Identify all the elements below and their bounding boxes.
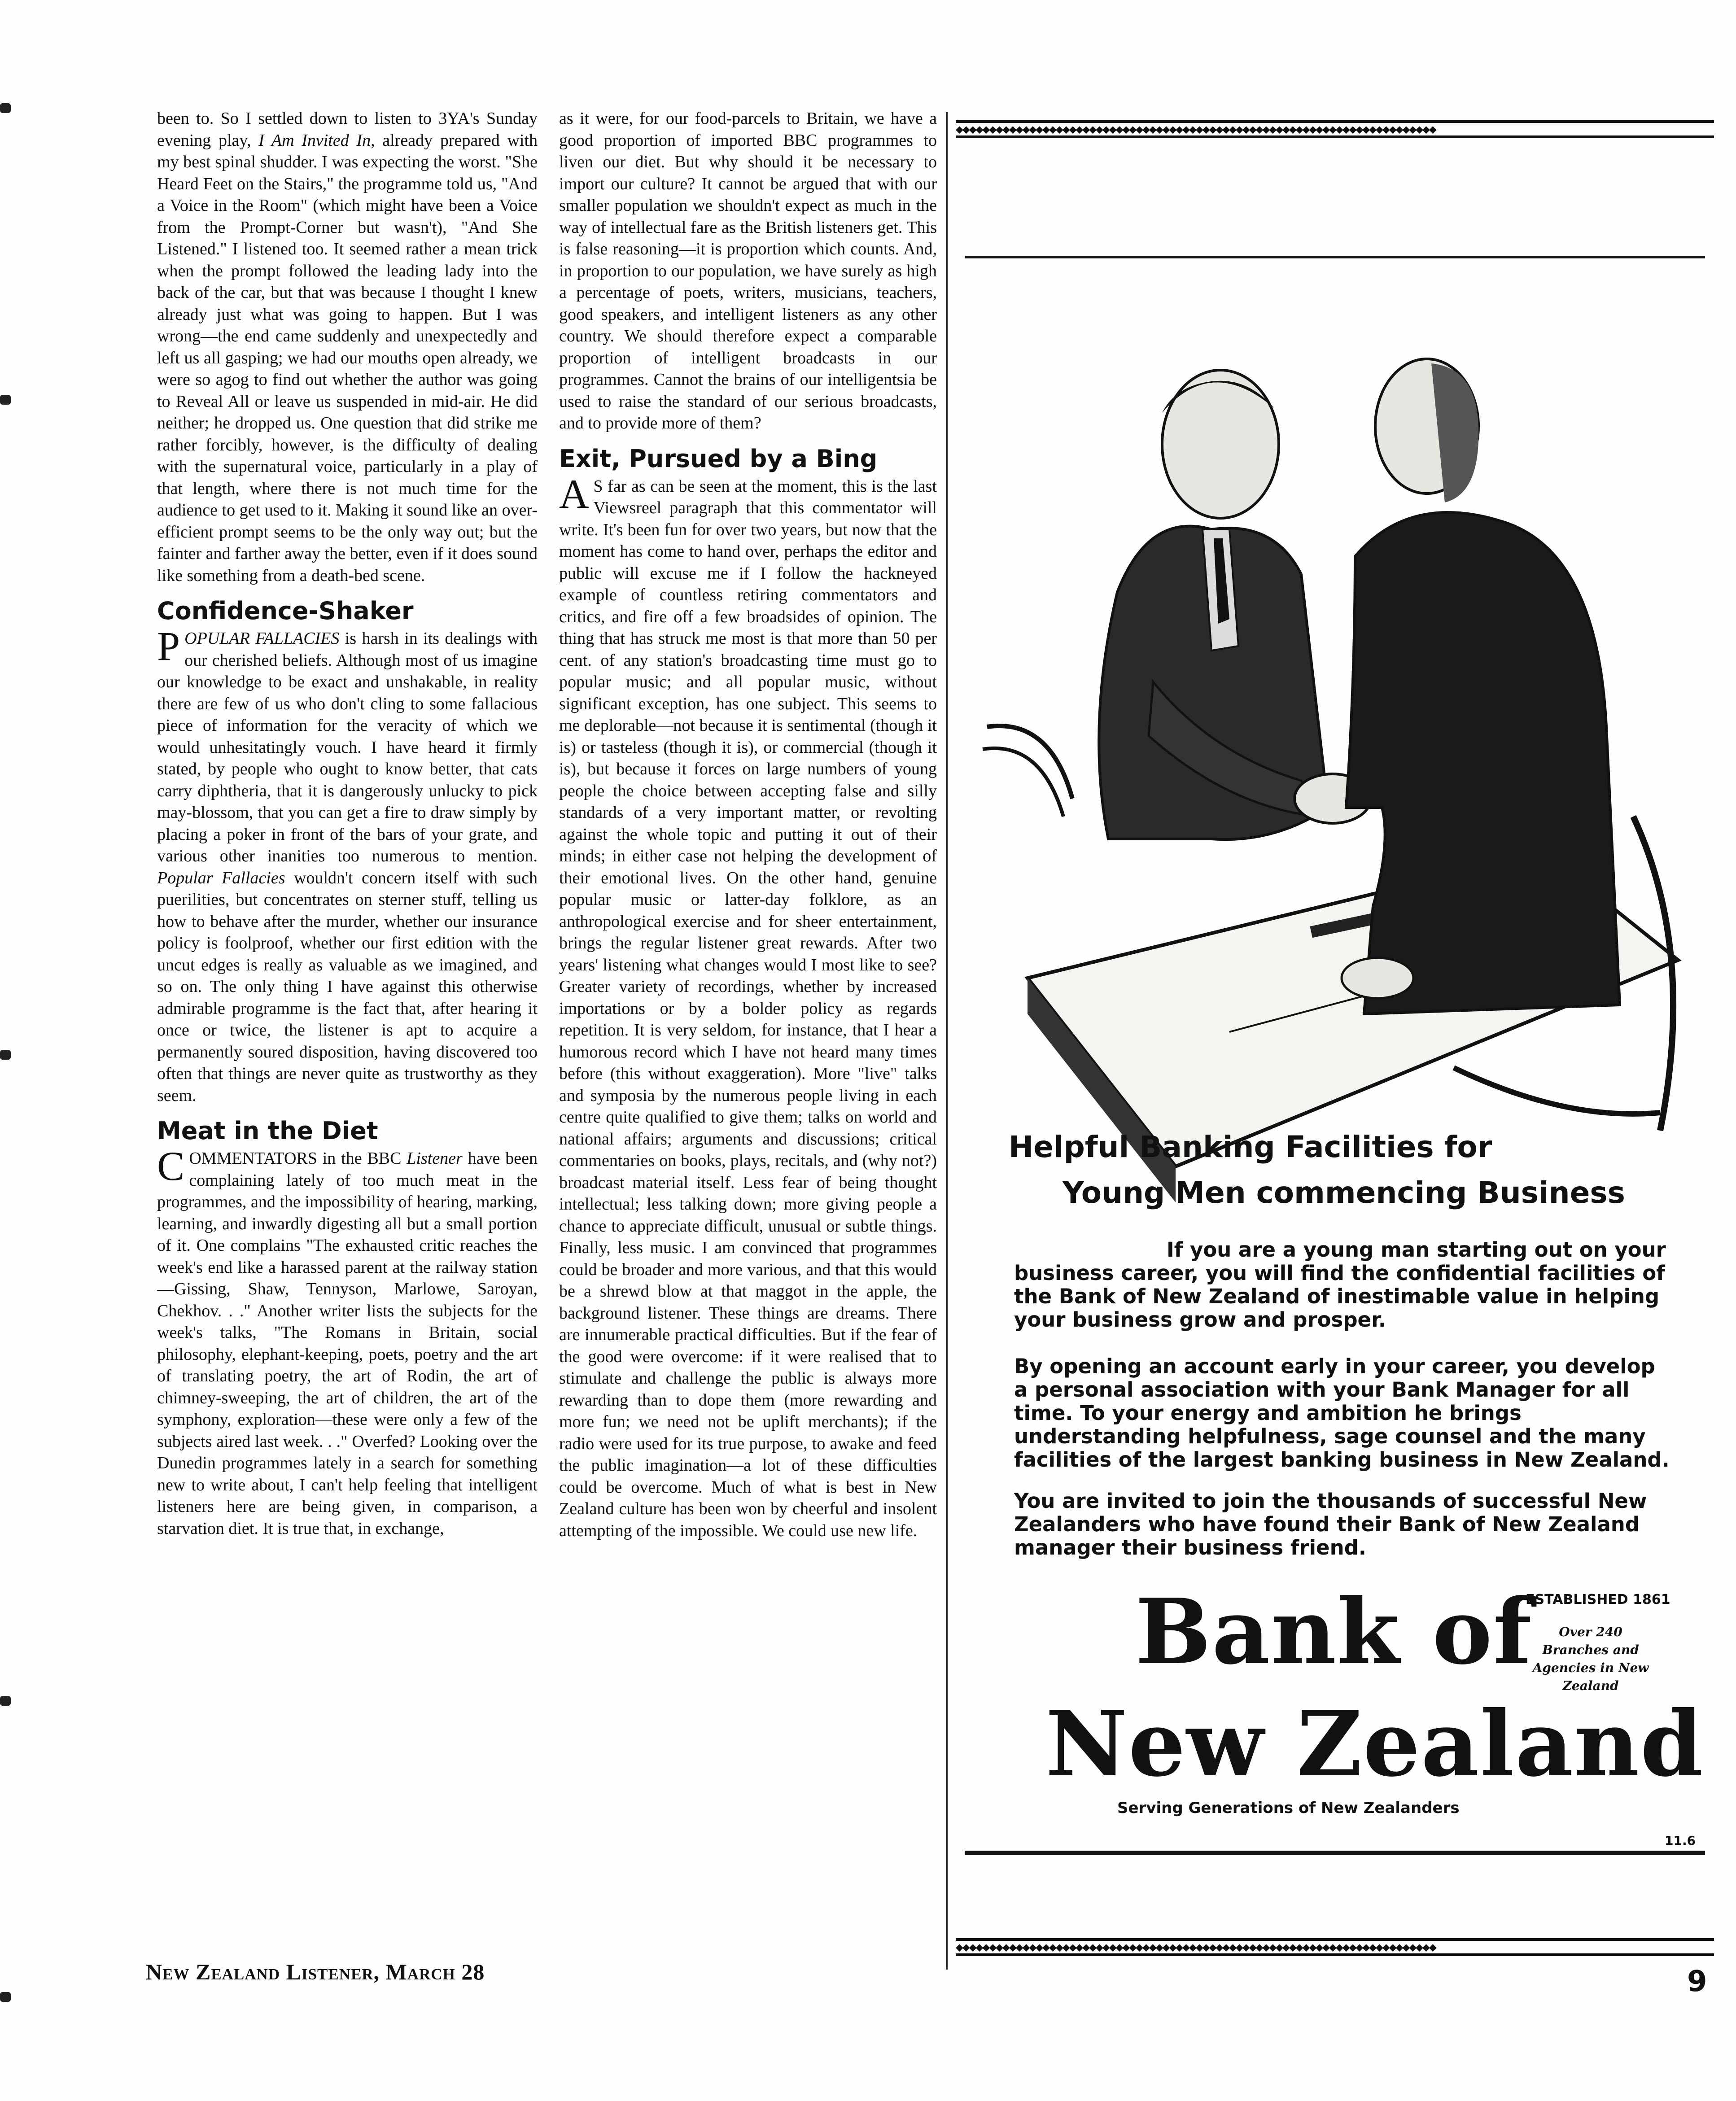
page-number: 9 (1687, 1965, 1707, 1998)
masthead-footer: New Zealand Listener, March 28 (146, 1959, 485, 1984)
section-heading: Confidence-Shaker (157, 597, 414, 625)
ornamental-border-top: ◆◆◆◆◆◆◆◆◆◆◆◆◆◆◆◆◆◆◆◆◆◆◆◆◆◆◆◆◆◆◆◆◆◆◆◆◆◆◆◆◆◆◆◆◆◆◆◆◆◆◆◆◆◆◆◆◆◆◆◆◆◆◆◆◆◆◆◆◆◆◆◆ (956, 120, 1714, 138)
bank-logo-line1: Bank of (1135, 1579, 1533, 1685)
branches-note: Over 240 Branches and Agencies in New Zealand (1532, 1625, 1649, 1693)
paragraph: COMMENTATORS in the BBC Listener have been complaining lately of too much meat in the programmes, and the impossibility of hearing, marking, learning, and inwardly digesting all but a small portion of it. One complains "The exhausted critic reaches the week's end like a harassed parent at the railway station—Gissing, Shaw, Tennyson, Marlowe, Saroyan, Chekhov. . ." Another writer lists the subjects for the week's talks, "The Romans in Britain, social philosophy, elephant-keeping, poets, poetry and the art of translating poetry, the art of Rodin, the art of chimney-sweeping, the art of children, the art of the symphony, exploration—these were only a few of the subjects aired last week. . ." Overfed? Looking over the Dunedin programmes lately in a search for something new to write about, I can't help feeling that intelligent listeners here are being given, in comparison, a starvation diet. It is true that, in exchange, (157, 1143, 538, 1538)
ad-headline: Helpful Banking Facilities for (1009, 1130, 1492, 1164)
column-divider (946, 112, 948, 1970)
paragraph: been to. So I settled down to listen to 3YA's Sunday evening play, I Am Invited In, already prepared with my best spinal shudder. I was expecting the worst. "She Heard Feet on the Stairs," the programme told us, "And a Voice in the Room" (which might have been a Voice from the Prompt-Corner but wasn't), "And She Listened." I listened too. It seemed rather a mean trick when the prompt followed the leading lady into the back of the car, but that was because I thought I knew already just what was going to happen. But I was wrong—the end came suddenly and unexpectedly and left us all gasping; we had our mouths open already, we were so agog to find out whether the author was going to Reveal All or leave us suspended in mid-air. He did neither; he dropped us. One question that did strike me rather forcibly, however, is the difficulty of dealing with the supernatural voice, particularly in a play of that length, where there is not much time for the audience to get used to it. Making it sound like an over-efficient prompt seems to be the only way out; but the fainter and farther away the better, even if it does sound like something from a death-bed scene. (157, 109, 538, 585)
section-heading: Meat in the Diet (157, 1117, 378, 1145)
ad-paragraph: You are invited to join the thousands of successful New Zealanders who have found their Bank of New Zealand manager their business friend. (1014, 1489, 1647, 1559)
margin-mark (0, 1992, 11, 2002)
bank-tagline: Serving Generations of New Zealanders (1117, 1799, 1460, 1817)
handshake-illustration (960, 278, 1710, 1211)
bank-logo-line2: New Zealand (1045, 1691, 1704, 1797)
paragraph: POPULAR FALLACIES is harsh in its dealings with our cherished beliefs. Although most of us imagine our knowledge to be exact and unshakable, in reality there are few of us who don't cling to some fallacious piece of information for the veracity of which we would unhesitatingly vouch. I have heard it firmly stated, by people who ought to know better, that cats carry diphtheria, that it is dangerously unlucky to pick may-blossom, that you can get a fire to draw simply by placing a poker in front of the bars of your grate, and various other inanities too numerous to mention. Popular Fallacies wouldn't concern itself with such puerilities, but concentrates on sterner stuff, telling us how to behave after the murder, whether our insurance policy is foolproof, whether our first edition with the uncut edges is really as valuable as we imagined, and so on. The only thing I have against this otherwise admirable programme is the fact that, after hearing it once or twice, the listener is apt to acquire a permanently soured disposition, having discovered too often that things are never quite as trustworthy as they seem. (157, 623, 538, 1105)
article-column-1 (157, 108, 538, 1539)
divider-rule (965, 1851, 1705, 1855)
ad-paragraph: By opening an account early in your career, you develop a personal association with your Bank Manager for all time. To your energy and ambition he brings understanding helpfulness, sage counsel and the many facilities of the largest banking business in New Zealand. (1014, 1354, 1670, 1472)
ad-headline: Young Men commencing Business (1063, 1175, 1625, 1210)
established-note: ESTABLISHED 1861 (1526, 1592, 1670, 1607)
ornamental-border-bottom: ◆◆◆◆◆◆◆◆◆◆◆◆◆◆◆◆◆◆◆◆◆◆◆◆◆◆◆◆◆◆◆◆◆◆◆◆◆◆◆◆◆◆◆◆◆◆◆◆◆◆◆◆◆◆◆◆◆◆◆◆◆◆◆◆◆◆◆◆◆◆◆◆ (956, 1938, 1714, 1956)
section-heading: Exit, Pursued by a Bing (559, 444, 878, 473)
margin-mark (0, 1696, 11, 1706)
article-column-2 (559, 108, 937, 1542)
paragraph: as it were, for our food-parcels to Britain, we have a good proportion of imported BBC programmes to liven our diet. But why should it be necessary to import our culture? It cannot be argued that with our smaller population we shouldn't expect as much in the way of intellectual fare as the British listeners get. This is false reasoning—it is proportion which counts. And, in proportion to our population, we have surely as high a percentage of poets, writers, musicians, teachers, good speakers, and intelligent listeners as any other country. We should therefore expect a comparable proportion of intelligent broadcasts in our programmes. Cannot the brains of our intelligentsia be used to raise the standard of our serious broadcasts, and to provide more of them? (559, 109, 937, 432)
divider-rule (965, 256, 1705, 258)
margin-mark (0, 1050, 11, 1060)
ad-paragraph: If you are a young man starting out on your business career, you will find the confidential facilities of the Bank of New Zealand of inestimable value in helping your business grow and prosper. (1014, 1238, 1666, 1332)
paragraph: A S far as can be seen at the moment, this is the last Viewsreel paragraph that this commentator will write. It's been fun for over two years, but now that the moment has come to hand over, perhaps the editor and public will excuse me if I follow the hackneyed example of countless retiring commentators and critics, and fire off a few broadsides of opinion. The thing that has struck me most is that more than 50 per cent. of any station's broadcasting time must go to popular music; and all popular music, without significant exception, has one subject. This seems to me deplorable—not because it is sentimental (though it is) or tasteless (though it is), or commercial (though it is), but because it forces on large numbers of young people the choice between accepting false and silly standards of a very important matter, or revolting against the whole topic and putting it out of their minds; in either case not helping the development of their emotional lives. On the other hand, genuine popular music or latter-day folklore, as an anthropological exercise and for sheer entertainment, brings the regular listener great rewards. After two years' listening what changes would I most like to see? Greater variety of recordings, whether by increased importations or by a bolder policy as regards repetition. It is very seldom, for instance, that I hear a humorous record which I have not heard many times before (this without exaggeration). More "live" talks and symposia by the numerous people living in each centre quite qualified to give them; talks on world and national affairs; arguments and discussions; critical commentaries on books, plays, recitals, and (why not?) broadcast material itself. Less fear of being thought intellectual; less talking down; more giving people a chance to appreciate difficult, unusual or subtle things. Finally, less music. I am convinced that programmes could be broader and more various, and that this would be a shrewd blow at that maggot in the apple, the background listener. These things are dreams. There are innumerable practical difficulties. But if the fear of the good were overcome: if it were realised that to stimulate and challenge the public is always more rewarding than to dope them (more rewarding and more fun; we need not be uplift merchants); if the radio were used for its true purpose, to awake and feed the public imagination—a lot of these difficulties could be overcome. Much of what is best in New Zealand culture has been won by cheerful and insolent attempting of the impossible. We could use new life. (559, 471, 937, 1540)
margin-mark (0, 395, 11, 405)
ad-code: 11.6 (1665, 1833, 1696, 1848)
margin-mark (0, 103, 11, 113)
